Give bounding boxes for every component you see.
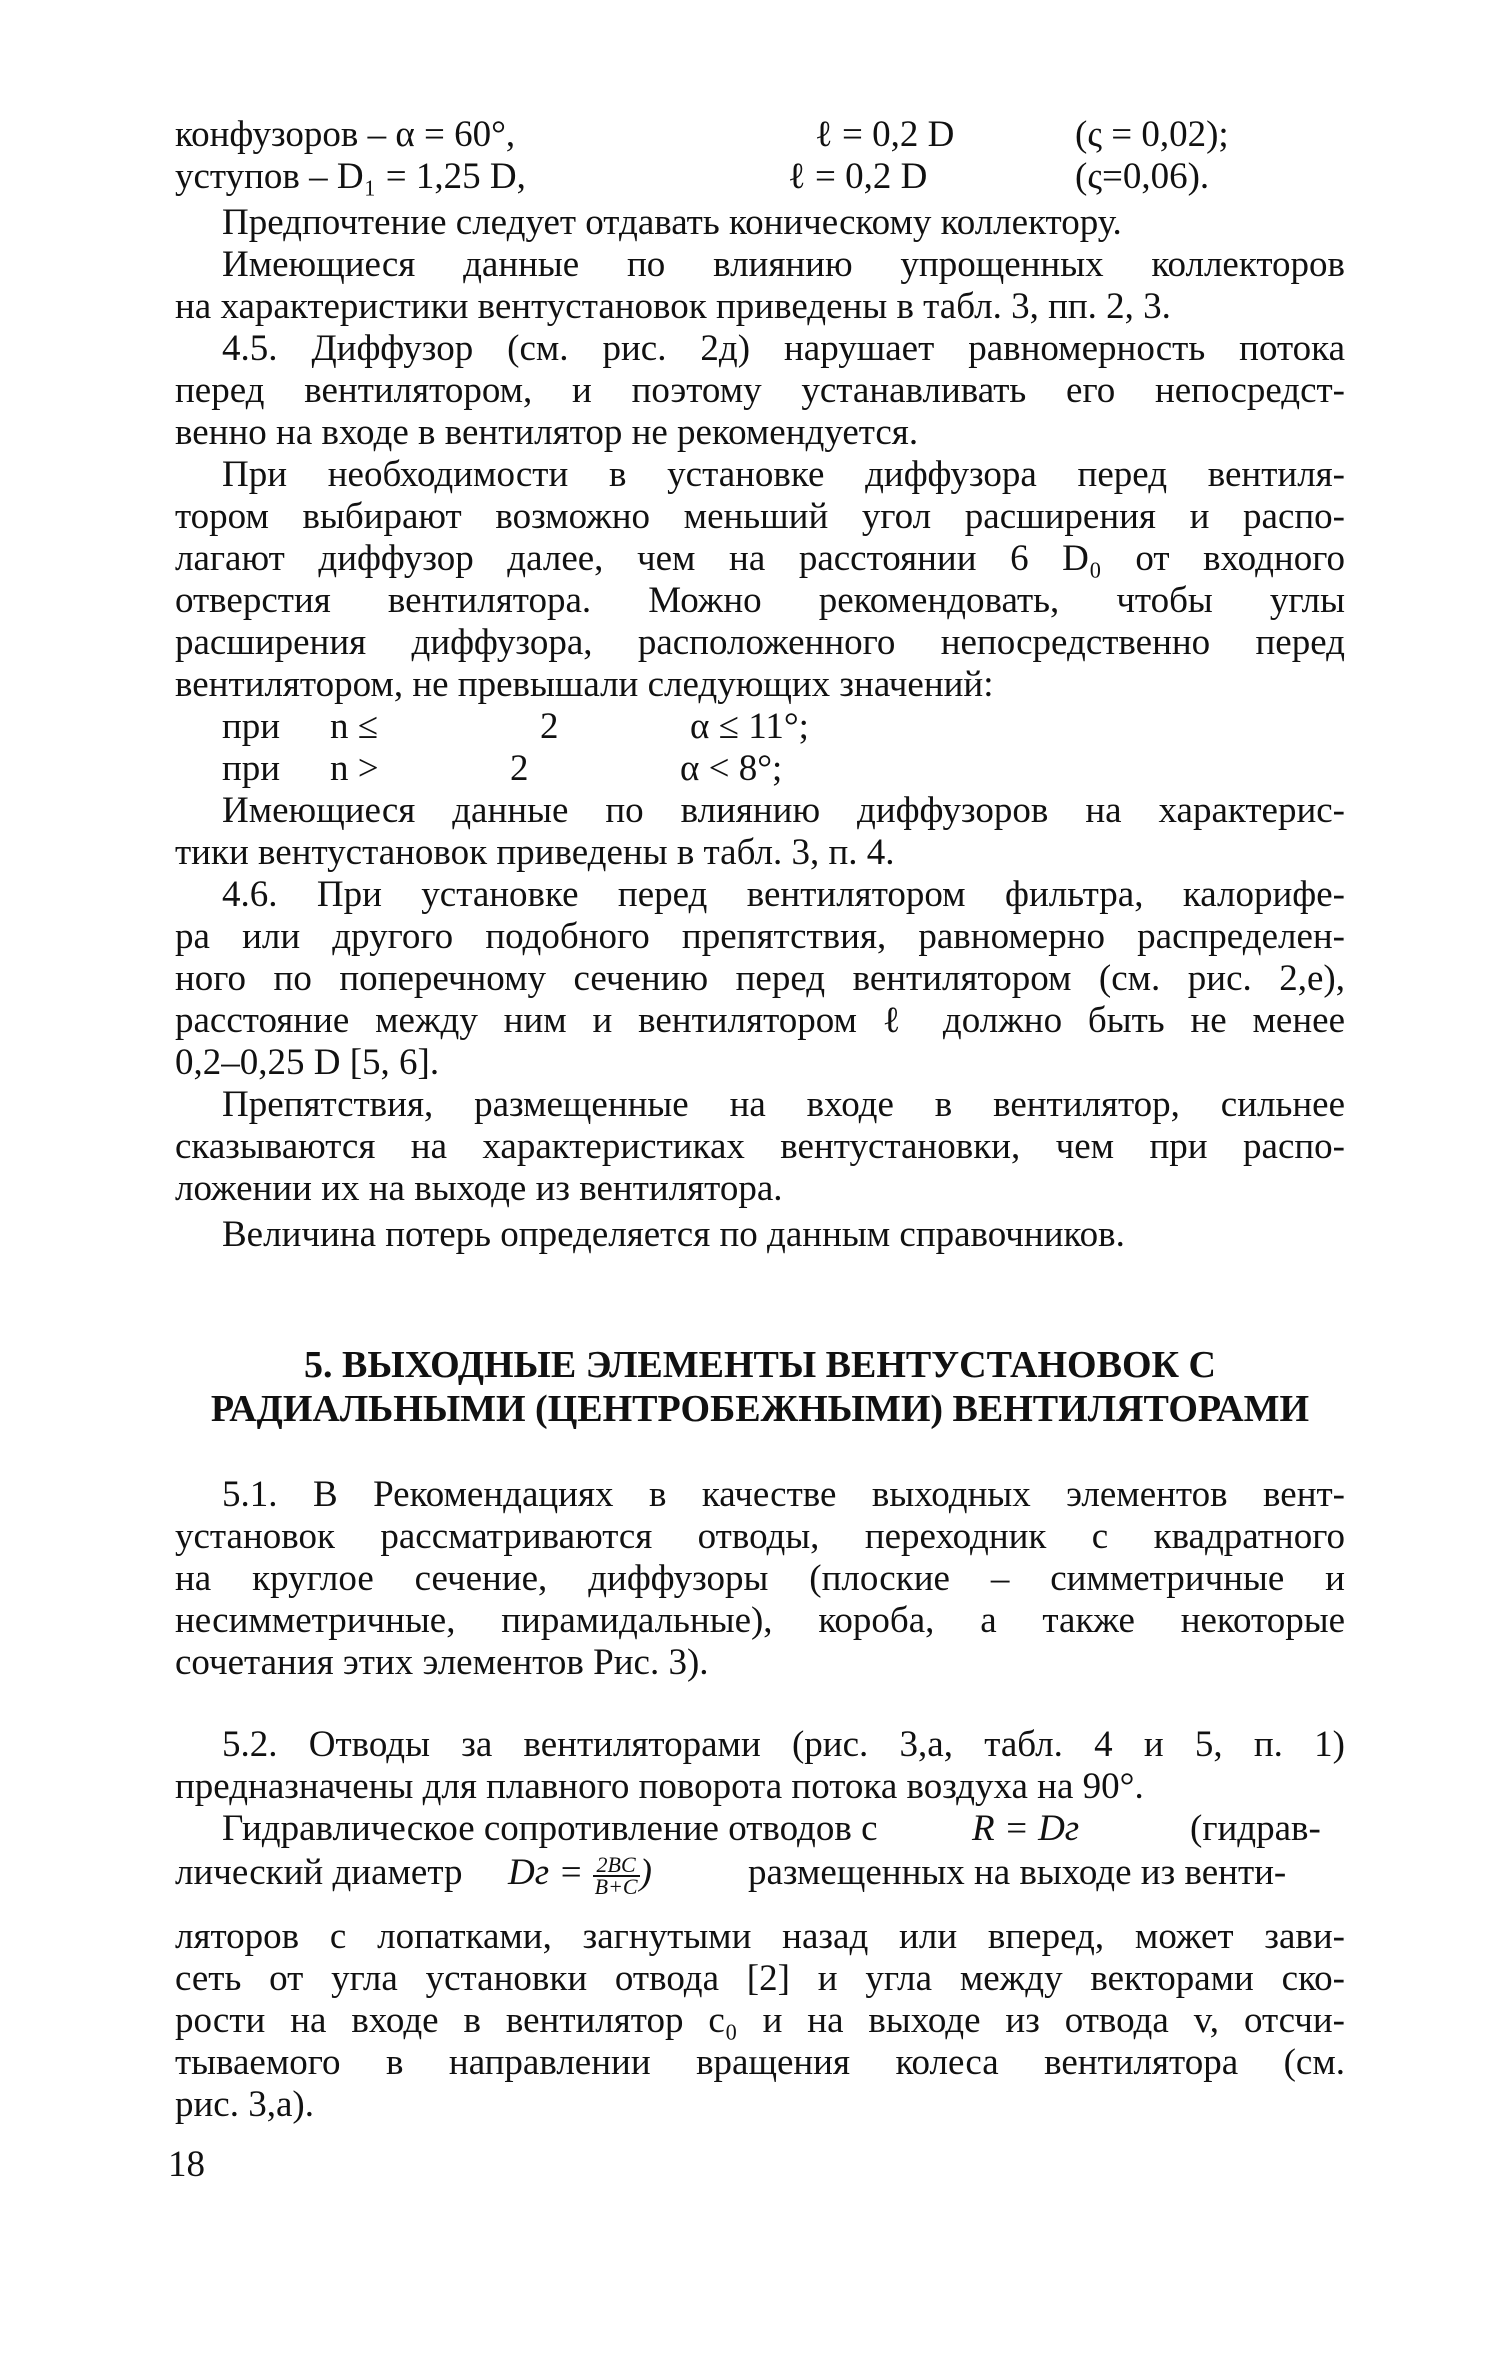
p11-line2-text: лический диаметр — [175, 1852, 463, 1893]
p11-line1-tail: (гидрав- — [1190, 1808, 1321, 1849]
page-number: 18 — [168, 2144, 205, 2185]
paragraph-line: установок рассматриваются отводы, переходник с квадратного — [175, 1516, 1345, 1557]
condition-2-value: 2 — [510, 748, 529, 789]
condition-1-value: 2 — [540, 706, 559, 747]
paragraph-line: несимметричные, пирамидальные), короба, а также некоторые — [175, 1600, 1345, 1641]
p11-line2-tail: размещенных на выходе из венти- — [748, 1852, 1287, 1893]
condition-1-alpha: α ≤ 11°; — [690, 706, 809, 747]
top-row-2-coef: (ς=0,06). — [1075, 156, 1210, 197]
paragraph-line: вентилятором, не превышали следующих значений: — [175, 664, 994, 705]
paragraph-line: венно на входе в вентилятор не рекомендуется. — [175, 412, 919, 453]
paragraph-line: тики вентустановок приведены в табл. 3, п. 4. — [175, 832, 895, 873]
paragraph-line: ложении их на выходе из вентилятора. — [175, 1168, 783, 1209]
top-row-1-coef: (ς = 0,02); — [1075, 114, 1229, 155]
paragraph-line: ляторов с лопатками, загнутыми назад или вперед, может зави- — [175, 1916, 1345, 1957]
paragraph-line: на круглое сечение, диффузоры (плоские – симметричные и — [175, 1558, 1345, 1599]
paragraph-line: ра или другого подобного препятствия, равномерно распределен- — [175, 916, 1345, 957]
paragraph-line: предназначены для плавного поворота потока воздуха на 90°. — [175, 1766, 1144, 1807]
paragraph-line: сочетания этих элементов Рис. 3). — [175, 1642, 709, 1683]
paragraph-line: рости на входе в вентилятор c₀ и на выходе из отвода v, отсчи- — [175, 2000, 1345, 2041]
section-heading-line-1: 5. ВЫХОДНЫЕ ЭЛЕМЕНТЫ ВЕНТУСТАНОВОК С — [304, 1344, 1216, 1386]
paragraph-line: Имеющиеся данные по влиянию диффузоров на характерис- — [222, 790, 1345, 831]
paragraph-line: 4.6. При установке перед вентилятором фильтра, калорифе- — [222, 874, 1345, 915]
condition-2-alpha: α < 8°; — [680, 748, 783, 789]
paragraph-line: 4.5. Диффузор (см. рис. 2д) нарушает равномерность потока — [222, 328, 1345, 369]
fraction-numerator: 2BC — [593, 1855, 640, 1877]
paragraph-line: лагают диффузор далее, чем на расстоянии 6 D₀ от входного — [175, 538, 1345, 579]
paragraph-line: сеть от угла установки отвода [2] и угла между векторами ско- — [175, 1958, 1345, 1999]
p11-line1-text: Гидравлическое сопротивление отводов с — [222, 1808, 878, 1849]
paragraph-line: расширения диффузора, расположенного непосредственно перед — [175, 622, 1345, 663]
paragraph-line: тываемого в направлении вращения колеса вентилятора (см. — [175, 2042, 1345, 2083]
paragraph-line: Величина потерь определяется по данным справочников. — [222, 1214, 1125, 1255]
top-row-2-length: ℓ = 0,2 D — [788, 156, 928, 197]
diameter-lhs: Dг = — [508, 1852, 584, 1893]
paragraph-line: 5.2. Отводы за вентиляторами (рис. 3,а, табл. 4 и 5, п. 1) — [222, 1724, 1345, 1765]
paragraph-line: рис. 3,а). — [175, 2084, 314, 2125]
condition-1-n: n ≤ — [330, 706, 379, 747]
p11-line2-lhs: Dг = $\frac{2BC}{B+C}$ ) — [508, 1851, 652, 1899]
paragraph-line: 5.1. В Рекомендациях в качестве выходных элементов вент- — [222, 1474, 1345, 1515]
paragraph-line: сказываются на характеристиках вентустановки, чем при распо- — [175, 1126, 1345, 1167]
paragraph-line: отверстия вентилятора. Можно рекомендовать, чтобы углы — [175, 580, 1345, 621]
fraction-denominator: B+C — [594, 1873, 638, 1899]
top-row-1-length: ℓ = 0,2 D — [815, 114, 955, 155]
paragraph-line: расстояние между ним и вентилятором ℓ должно быть не менее — [175, 1000, 1345, 1041]
paragraph-line: ного по поперечному сечению перед вентилятором (см. рис. 2,е), — [175, 958, 1345, 999]
paragraph-line: тором выбирают возможно меньший угол расширения и распо- — [175, 496, 1345, 537]
condition-2-pri: при — [222, 748, 281, 789]
paragraph-line: перед вентилятором, и поэтому устанавливать его непосредст- — [175, 370, 1345, 411]
condition-1-pri: при — [222, 706, 281, 747]
p11-line1-formula: R = Dг — [972, 1808, 1080, 1849]
top-row-1-label: конфузоров – α = 60°, — [175, 114, 516, 155]
paragraph-line: Предпочтение следует отдавать коническому коллектору. — [222, 202, 1122, 243]
paragraph-line: Имеющиеся данные по влиянию упрощенных коллекторов — [222, 244, 1345, 285]
paragraph-line: Препятствия, размещенные на входе в вентилятор, сильнее — [222, 1084, 1345, 1125]
paragraph-line: 0,2–0,25 D [5, 6]. — [175, 1042, 440, 1083]
top-row-2-label: уступов – D₁ = 1,25 D, — [175, 156, 526, 197]
paragraph-line: на характеристики вентустановок приведены в табл. 3, пп. 2, 3. — [175, 286, 1171, 327]
diameter-fraction — [593, 1851, 640, 1899]
condition-2-n: n > — [330, 748, 379, 789]
paragraph-line: При необходимости в установке диффузора перед вентиля- — [222, 454, 1345, 495]
section-heading-line-2: РАДИАЛЬНЫМИ (ЦЕНТРОБЕЖНЫМИ) ВЕНТИЛЯТОРАМИ — [210, 1388, 1310, 1430]
